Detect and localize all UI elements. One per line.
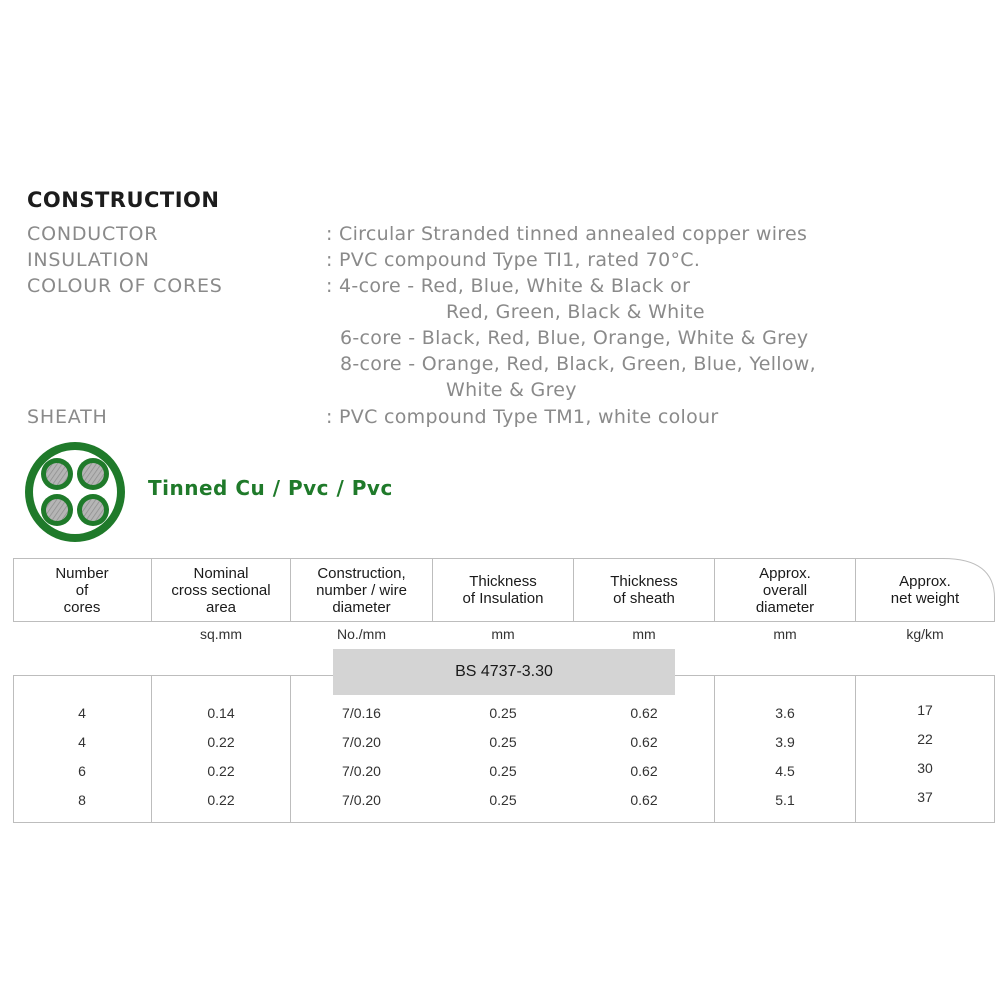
cell-diameter: 3.9 <box>775 734 795 750</box>
colour-line: 8-core - Orange, Red, Black, Green, Blue, Yellow, <box>340 353 816 375</box>
unit-label: kg/km <box>906 626 944 642</box>
colour-of-cores-label: COLOUR OF CORES <box>27 275 223 297</box>
cell-cores: 8 <box>78 792 86 808</box>
cell-cores: 6 <box>78 763 86 779</box>
sheath-value: : PVC compound Type TM1, white colour <box>326 406 719 428</box>
cell-construction: 7/0.20 <box>342 792 381 808</box>
colour-line: Red, Green, Black & White <box>446 301 705 323</box>
colour-line: White & Grey <box>446 379 577 401</box>
header-net-weight: Approx. net weight <box>890 573 960 607</box>
cell-weight: 17 <box>917 702 933 718</box>
unit-label: mm <box>632 626 656 642</box>
cell-insulation: 0.25 <box>489 734 517 750</box>
header-insulation-thickness: Thickness of Insulation <box>462 573 544 607</box>
cell-area: 0.22 <box>207 763 235 779</box>
header-sheath-thickness: Thickness of sheath <box>610 573 678 607</box>
cell-diameter: 3.6 <box>775 705 795 721</box>
conductor-label: CONDUCTOR <box>27 223 159 245</box>
cell-sheath: 0.62 <box>630 792 658 808</box>
cell-diameter: 4.5 <box>775 763 795 779</box>
insulation-label: INSULATION <box>27 249 150 271</box>
header-number-of-cores: Number of cores <box>55 564 109 616</box>
cell-sheath: 0.62 <box>630 705 658 721</box>
unit-label: mm <box>773 626 797 642</box>
cell-area: 0.14 <box>207 705 235 721</box>
cell-area: 0.22 <box>207 792 235 808</box>
cable-cross-section-icon <box>24 441 126 543</box>
cell-construction: 7/0.20 <box>342 763 381 779</box>
cell-area: 0.22 <box>207 734 235 750</box>
cell-sheath: 0.62 <box>630 734 658 750</box>
cell-sheath: 0.62 <box>630 763 658 779</box>
sheath-label: SHEATH <box>27 406 108 428</box>
cell-insulation: 0.25 <box>489 792 517 808</box>
standard-label: BS 4737-3.30 <box>333 649 675 695</box>
cell-cores: 4 <box>78 734 86 750</box>
cell-weight: 22 <box>917 731 933 747</box>
cell-insulation: 0.25 <box>489 763 517 779</box>
conductor-value: : Circular Stranded tinned annealed copper wires <box>326 223 808 245</box>
cable-type-label: Tinned Cu / Pvc / Pvc <box>148 476 393 500</box>
insulation-value: : PVC compound Type TI1, rated 70°C. <box>326 249 701 271</box>
cell-construction: 7/0.16 <box>342 705 381 721</box>
cell-construction: 7/0.20 <box>342 734 381 750</box>
colour-line: : 4-core - Red, Blue, White & Black or <box>326 275 691 297</box>
header-construction: Construction, number / wire diameter <box>316 564 407 616</box>
cell-insulation: 0.25 <box>489 705 517 721</box>
header-cross-section: Nominal cross sectional area <box>171 564 271 616</box>
construction-heading: CONSTRUCTION <box>27 188 220 212</box>
cell-diameter: 5.1 <box>775 792 795 808</box>
header-overall-diameter: Approx. overall diameter <box>755 564 815 616</box>
unit-label: mm <box>491 626 515 642</box>
unit-label: No./mm <box>337 626 386 642</box>
unit-label: sq.mm <box>200 626 242 642</box>
cell-weight: 37 <box>917 789 933 805</box>
cell-weight: 30 <box>917 760 933 776</box>
colour-line: 6-core - Black, Red, Blue, Orange, White & Grey <box>340 327 809 349</box>
cell-cores: 4 <box>78 705 86 721</box>
